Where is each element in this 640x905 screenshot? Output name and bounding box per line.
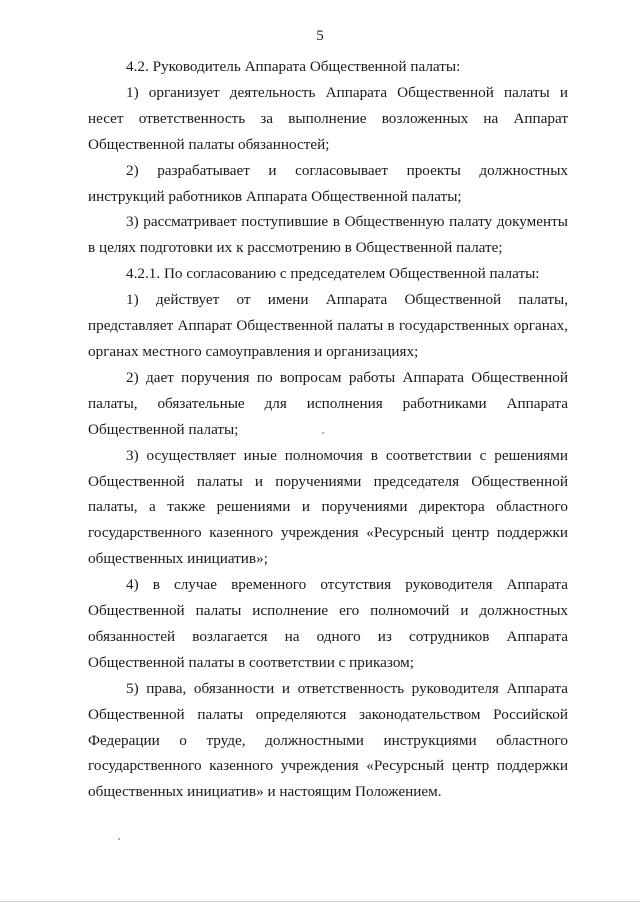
paragraph-4-2-item-1: 1) организует деятельность Аппарата Общественной палаты и несет ответственность за выполнение возложенных на Аппарат Общественной палаты обязанностей; <box>88 83 568 153</box>
paragraph-4-2-item-2: 2) разрабатывает и согласовывает проекты должностных инструкций работников Аппарата Общественной палаты; <box>88 161 568 205</box>
scan-speck <box>118 838 120 840</box>
paragraph-4-2-1-item-1: 1) действует от имени Аппарата Общественной палаты, представляет Аппарат Общественной палаты в государственных органах, органах местного самоуправления и организациях; <box>88 291 568 360</box>
page-number: 5 <box>316 28 324 44</box>
paragraph-4-2-item-3: 3) рассматривает поступившие в Общественную палату документы в целях подготовки их к рассмотрению в Общественной палате; <box>88 213 568 257</box>
paragraph-4-2-1-item-5: 5) права, обязанности и ответственность руководителя Аппарата Общественной палаты определяются законодательством Российской Федерации о труде, должностными инструкциями областного государственного казенного учреждения «Ресурсный центр поддержки общественных инициатив» и настоящим Положением. <box>88 679 568 801</box>
section-heading-4-2-1: 4.2.1. По согласованию с председателем Общественной палаты: <box>126 265 540 283</box>
paragraph-4-2-1-item-2: 2) дает поручения по вопросам работы Аппарата Общественной палаты, обязательные для исполнения работниками Аппарата Общественной палаты; <box>88 368 568 438</box>
scan-speck <box>322 432 324 434</box>
paragraph-4-2-1-item-3: 3) осуществляет иные полномочия в соответствии с решениями Общественной палаты и поручениями председателя Общественной палаты, а также решениями и поручениями директора областного государственного казенного учреждения «Ресурсный центр поддержки общественных инициатив»; <box>88 446 568 568</box>
section-heading-4-2: 4.2. Руководитель Аппарата Общественной палаты: <box>126 58 461 75</box>
document-body <box>88 54 568 805</box>
scan-edge-line <box>0 901 640 902</box>
paragraph-4-2-1-item-4: 4) в случае временного отсутствия руководителя Аппарата Общественной палаты исполнение его полномочий и должностных обязанностей возлагается на одного из сотрудников Аппарата Общественной палаты в соответствии с приказом; <box>88 576 568 671</box>
